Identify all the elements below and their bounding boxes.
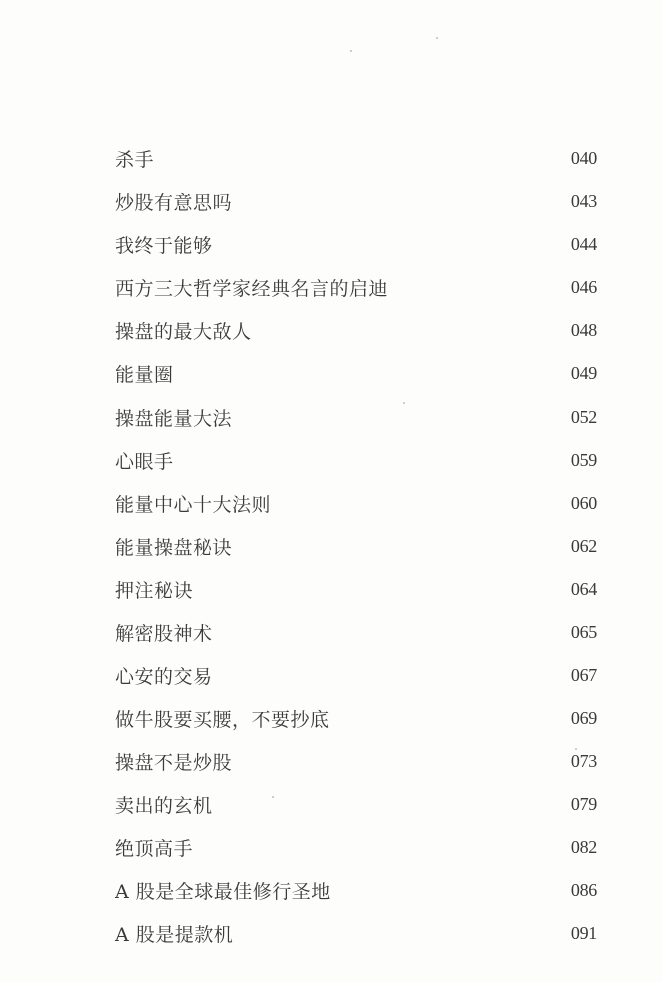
toc-entry-title: 做牛股要买腰，不要抄底 bbox=[115, 708, 330, 731]
scan-speck bbox=[272, 796, 274, 798]
toc-entry-page-number: 060 bbox=[570, 492, 597, 513]
toc-entry-page-number: 059 bbox=[570, 449, 597, 470]
toc-entry-page-number: 065 bbox=[570, 621, 597, 642]
toc-entry-biggest-enemy bbox=[115, 315, 597, 345]
toc-entry-page-number: 062 bbox=[570, 535, 597, 556]
toc-entry-page-number: 079 bbox=[570, 793, 597, 814]
toc-entry-page-number: 052 bbox=[570, 406, 597, 427]
toc-entry-selling-mystery bbox=[115, 789, 597, 819]
toc-entry-top-master bbox=[115, 832, 597, 862]
toc-entry-killer bbox=[115, 143, 597, 173]
toc-entry-title: 卖出的玄机 bbox=[115, 794, 213, 817]
toc-entry-energy-circle bbox=[115, 358, 597, 388]
toc-entry-stock-god-decoded bbox=[115, 617, 597, 647]
toc-entry-page-number: 073 bbox=[570, 750, 597, 771]
toc-entry-title: A 股是提款机 bbox=[115, 923, 234, 946]
toc-entry-title: 炒股有意思吗 bbox=[115, 191, 233, 214]
toc-entry-is-trading-interesting bbox=[115, 186, 597, 216]
toc-entry-betting-secrets bbox=[115, 574, 597, 604]
toc-entry-page-number: 046 bbox=[570, 276, 597, 297]
toc-entry-trading-not-speculating bbox=[115, 746, 597, 776]
toc-entry-page-number: 067 bbox=[570, 664, 597, 685]
toc-entry-heart-eye-hand bbox=[115, 445, 597, 475]
toc-entry-title: 能量中心十大法则 bbox=[115, 493, 272, 516]
toc-entry-page-number: 091 bbox=[570, 922, 597, 943]
toc-entry-title: 操盘不是炒股 bbox=[115, 751, 233, 774]
toc-entry-page-number: 043 bbox=[570, 190, 597, 211]
scan-speck bbox=[403, 402, 405, 404]
toc-entry-title: A 股是全球最佳修行圣地 bbox=[115, 880, 331, 903]
toc-entry-title: 操盘的最大敌人 bbox=[115, 320, 252, 343]
toc-entry-page-number: 044 bbox=[570, 233, 597, 254]
toc-entry-i-finally-can bbox=[115, 229, 597, 259]
toc-entry-a-share-atm bbox=[115, 918, 597, 948]
scan-speck bbox=[575, 748, 577, 750]
toc-entry-title: 心安的交易 bbox=[115, 665, 213, 688]
toc-entry-title: 心眼手 bbox=[115, 450, 174, 473]
toc-entry-ten-rules bbox=[115, 488, 597, 518]
toc-entry-title: 押注秘诀 bbox=[115, 579, 194, 602]
toc-entry-energy-secrets bbox=[115, 531, 597, 561]
toc-entry-title: 解密股神术 bbox=[115, 622, 213, 645]
toc-entry-page-number: 040 bbox=[570, 147, 597, 168]
toc-entry-page-number: 082 bbox=[570, 836, 597, 857]
toc-entry-title: 能量圈 bbox=[115, 363, 174, 386]
scan-speck bbox=[436, 37, 438, 39]
toc-entry-title: 能量操盘秘诀 bbox=[115, 536, 233, 559]
toc-entry-title: 绝顶高手 bbox=[115, 837, 194, 860]
toc-entry-title: 西方三大哲学家经典名言的启迪 bbox=[115, 277, 389, 300]
toc-entry-a-share-practice-ground bbox=[115, 875, 597, 905]
toc-entry-buy-the-waist bbox=[115, 703, 597, 733]
toc-entry-page-number: 048 bbox=[570, 319, 597, 340]
toc-entry-page-number: 064 bbox=[570, 578, 597, 599]
toc-entry-title: 操盘能量大法 bbox=[115, 407, 233, 430]
toc-entry-title: 我终于能够 bbox=[115, 234, 213, 257]
toc-entry-philosophers-quotes bbox=[115, 272, 597, 302]
toc-entry-energy-method bbox=[115, 402, 597, 432]
scan-speck bbox=[350, 50, 352, 52]
toc-entry-page-number: 049 bbox=[570, 362, 597, 383]
toc-entry-page-number: 069 bbox=[570, 707, 597, 728]
toc-entry-peaceful-trading bbox=[115, 660, 597, 690]
toc-entry-title: 杀手 bbox=[115, 148, 155, 171]
toc-entry-page-number: 086 bbox=[570, 879, 597, 900]
